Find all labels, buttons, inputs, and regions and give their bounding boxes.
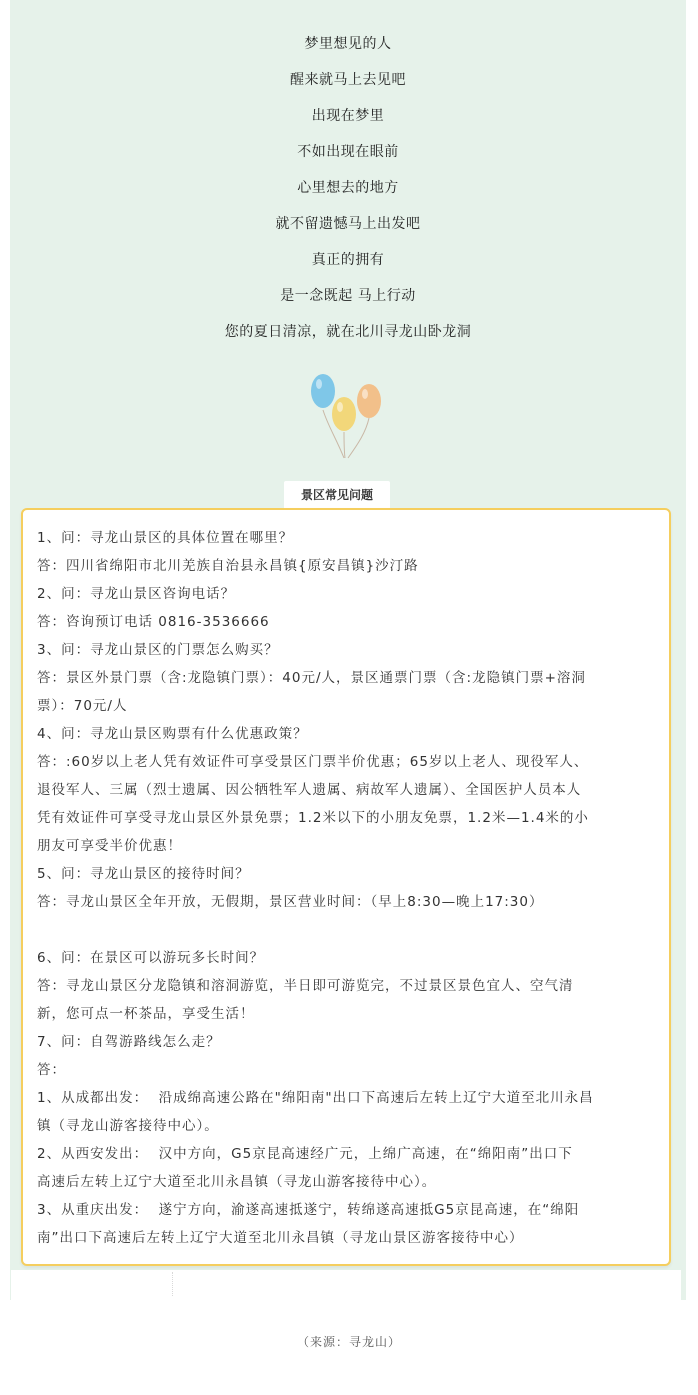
balloons-icon xyxy=(306,370,386,462)
faq-line: 3、从重庆出发： 遂宁方向，渝遂高速抵遂宁，转绵遂高速抵G5京昆高速，在“绵阳 xyxy=(37,1202,580,1218)
faq-line: 答：寻龙山景区全年开放，无假期，景区营业时间：（早上8:30—晚上17:30） xyxy=(37,894,544,910)
faq-line: 5、问：寻龙山景区的接待时间？ xyxy=(37,866,250,882)
faq-line: 答：:60岁以上老人凭有效证件可享受景区门票半价优惠；65岁以上老人、现役军人、 xyxy=(37,754,589,770)
faq-line xyxy=(37,916,657,944)
faq-line: 高速后左转上辽宁大道至北川永昌镇（寻龙山游客接待中心）。 xyxy=(37,1174,437,1190)
faq-line: 3、问：寻龙山景区的门票怎么购买？ xyxy=(37,642,279,658)
faq-box xyxy=(21,508,671,1266)
balloon-orange xyxy=(357,384,381,418)
balloon-blue xyxy=(311,374,335,408)
faq-line: 南”出口下高速后左转上辽宁大道至北川永昌镇（寻龙山景区游客接待中心） xyxy=(37,1230,524,1246)
faq-line: 退役军人、三属（烈士遗属、因公牺牲军人遗属、病故军人遗属）、全国医护人员本人 xyxy=(37,782,582,798)
faq-line: 镇（寻龙山游客接待中心）。 xyxy=(37,1118,219,1134)
faq-line: 4、问：寻龙山景区购票有什么优惠政策？ xyxy=(37,726,308,742)
faq-tab: 景区常见问题 xyxy=(284,481,390,509)
faq-line: 答： xyxy=(37,1062,66,1078)
poem-line: 就不留遗憾马上出发吧 xyxy=(275,216,421,232)
poem-line: 您的夏日清凉，就在北川寻龙山卧龙洞 xyxy=(224,324,472,340)
footer-strip xyxy=(11,1270,681,1300)
poem xyxy=(10,26,686,350)
faq-line: 1、从成都出发： 沿成绵高速公路在"绵阳南"出口下高速后左转上辽宁大道至北川永昌 xyxy=(37,1090,594,1106)
faq-line: 答：景区外景门票（含:龙隐镇门票）：40元/人，景区通票门票（含:龙隐镇门票+溶洞 xyxy=(37,670,586,686)
faq-line: 7、问：自驾游路线怎么走？ xyxy=(37,1034,221,1050)
faq-line: 2、问：寻龙山景区咨询电话？ xyxy=(37,586,236,602)
poem-line: 出现在梦里 xyxy=(311,108,385,124)
balloon-yellow xyxy=(332,397,356,431)
balloon-string xyxy=(344,432,345,458)
poem-line: 是一念既起 马上行动 xyxy=(280,288,416,304)
faq-line: 朋友可享受半价优惠！ xyxy=(37,838,182,854)
poem-line: 醒来就马上去见吧 xyxy=(290,72,406,88)
faq-line: 答：寻龙山景区分龙隐镇和溶洞游览，半日即可游览完，不过景区景色宜人、空气清 xyxy=(37,978,574,994)
faq-line: 答：四川省绵阳市北川羌族自治县永昌镇{原安昌镇}沙汀路 xyxy=(37,558,419,574)
poem-line: 真正的拥有 xyxy=(311,252,385,268)
faq-line: 新，您可点一杯茶品，享受生活！ xyxy=(37,1006,255,1022)
dotted-divider xyxy=(172,1272,179,1296)
faq-line: 2、从西安发出： 汉中方向，G5京昆高速经广元，上绵广高速，在“绵阳南”出口下 xyxy=(37,1146,573,1162)
poem-line: 心里想去的地方 xyxy=(297,180,399,196)
faq-content xyxy=(37,524,657,1252)
faq-line: 票）：70元/人 xyxy=(37,698,128,714)
faq-line: 1、问：寻龙山景区的具体位置在哪里？ xyxy=(37,530,294,546)
faq-line: 答：咨询预订电话 0816-3536666 xyxy=(37,614,270,630)
faq-line: 凭有效证件可享受寻龙山景区外景免票；1.2米以下的小朋友免票，1.2米—1.4米的小 xyxy=(37,810,589,826)
source-caption: （来源：寻龙山） xyxy=(296,1335,401,1349)
poem-line: 梦里想见的人 xyxy=(304,36,392,52)
faq-line: 6、问：在景区可以游玩多长时间？ xyxy=(37,950,265,966)
poem-line: 不如出现在眼前 xyxy=(297,144,399,160)
